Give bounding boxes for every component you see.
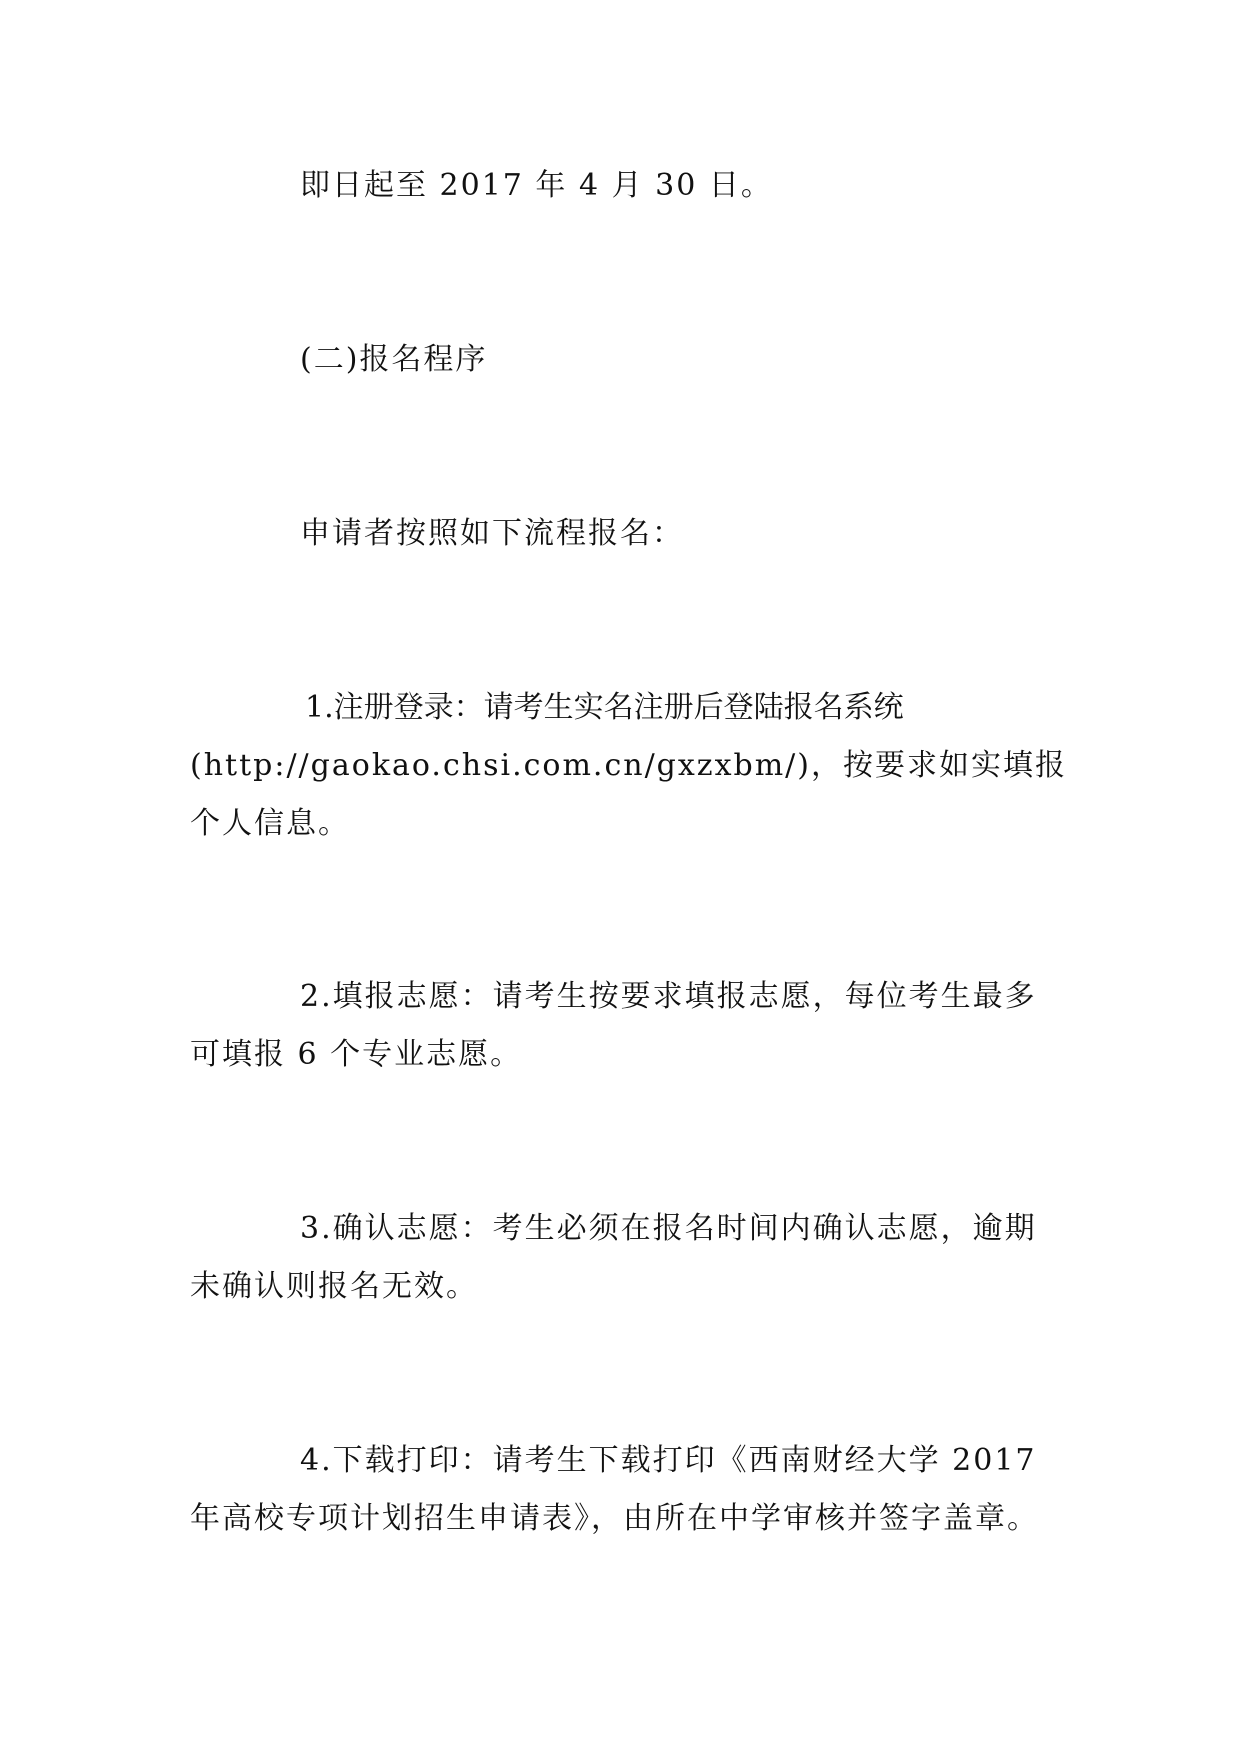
step2-line2: 可填报 6 个专业志愿。	[190, 1037, 523, 1072]
step3-line2: 未确认则报名无效。	[190, 1269, 478, 1304]
step2-line1: 2.填报志愿：请考生按要求填报志愿，每位考生最多	[300, 979, 1037, 1014]
step1-line2: (http://gaokao.chsi.com.cn/gxzxbm/)，按要求如实填报	[190, 748, 1067, 783]
step1-line3: 个人信息。	[190, 806, 350, 841]
step4-line2: 年高校专项计划招生申请表》，由所在中学审核并签字盖章。	[190, 1501, 1039, 1536]
date-range-paragraph: 即日起至 2017 年 4 月 30 日。	[300, 168, 773, 203]
step4-line1: 4.下载打印：请考生下载打印《西南财经大学 2017	[300, 1443, 1037, 1478]
section-heading: (二)报名程序	[300, 342, 488, 377]
intro-paragraph: 申请者按照如下流程报名：	[300, 516, 684, 551]
step1-line1	[305, 688, 1050, 728]
step3-line1: 3.确认志愿：考生必须在报名时间内确认志愿，逾期	[300, 1211, 1037, 1246]
step1-line1-text: 1.注册登录：请考生实名注册后登陆报名系统	[305, 690, 904, 725]
